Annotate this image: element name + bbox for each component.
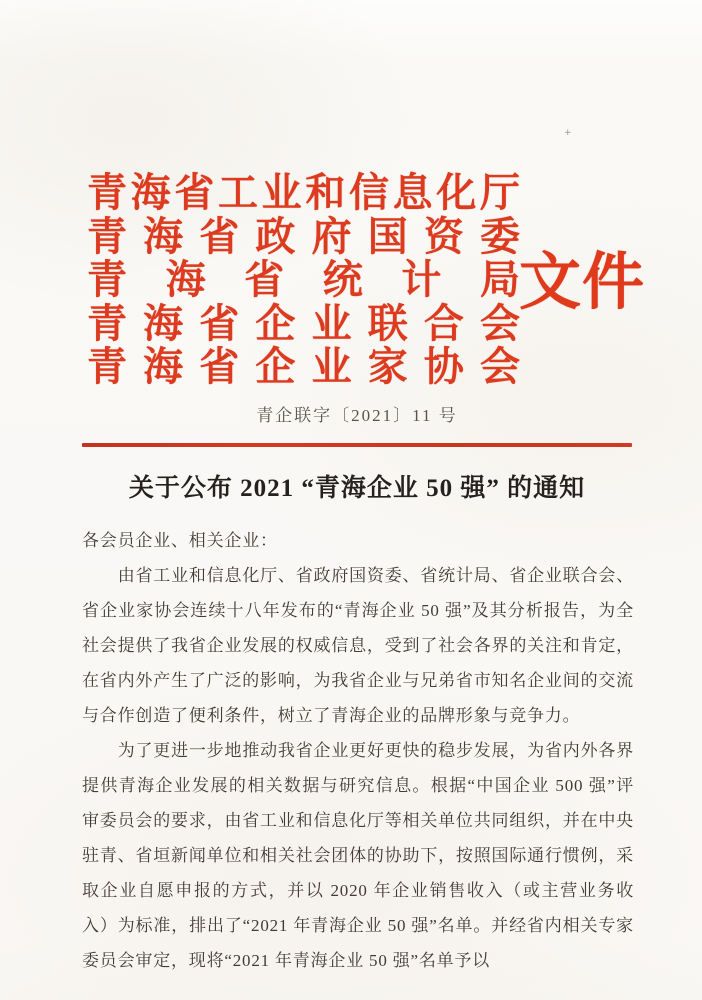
document-body [82,523,634,978]
issuer-name-statistics-bureau: 青海省统计局 [87,257,520,302]
issuer-name-entrepreneurs-association: 青海省企业家协会 [87,344,520,389]
document-title: 关于公布 2021 “青海企业 50 强” 的通知 [128,475,586,502]
issuer-name-miit: 青海省工业和信息化厅 [87,170,520,215]
issuer-name-sasac: 青海省政府国资委 [87,213,520,259]
red-separator-line [82,443,632,447]
scan-artifact-mark: + [564,128,572,138]
issuer-name-enterprise-confederation: 青海省企业联合会 [87,300,520,346]
document-reference-number: 青企联字〔2021〕11 号 [256,406,458,425]
salutation: 各会员企业、相关企业： [82,531,278,550]
body-paragraph-2: 为了更进一步地推动我省企业更好更快的稳步发展，为省内外各界提供青海企业发展的相关数据与研究信息。根据“中国企业 500 强”评审委员会的要求，由省工业和信息化厅等相关单位共同组织，并在中央驻青、省垣新闻单位和相关社会团体的协助下，按照国际通行惯例，采取企业自愿申报的方式，并以 2020 年企业销售收入（或主营业务收入）为标准，排出了“2021 年青海企业 50 强”名单。并经省内相关专家委员会审定，现将“2021 年青海企业 50 强”名单予以 [82,741,634,970]
letterhead-issuers [87,171,520,389]
body-paragraph-1: 由省工业和信息化厅、省政府国资委、省统计局、省企业联合会、省企业家协会连续十八年发布的“青海企业 50 强”及其分析报告，为全社会提供了我省企业发展的权威信息，受到了社会各界的关注和肯定，在省内外产生了广泛的影响，为我省企业与兄弟省市知名企业间的交流与合作创造了便利条件，树立了青海企业的品牌形象与竞争力。 [82,566,634,725]
document-type-label: 文件 [519,245,646,318]
